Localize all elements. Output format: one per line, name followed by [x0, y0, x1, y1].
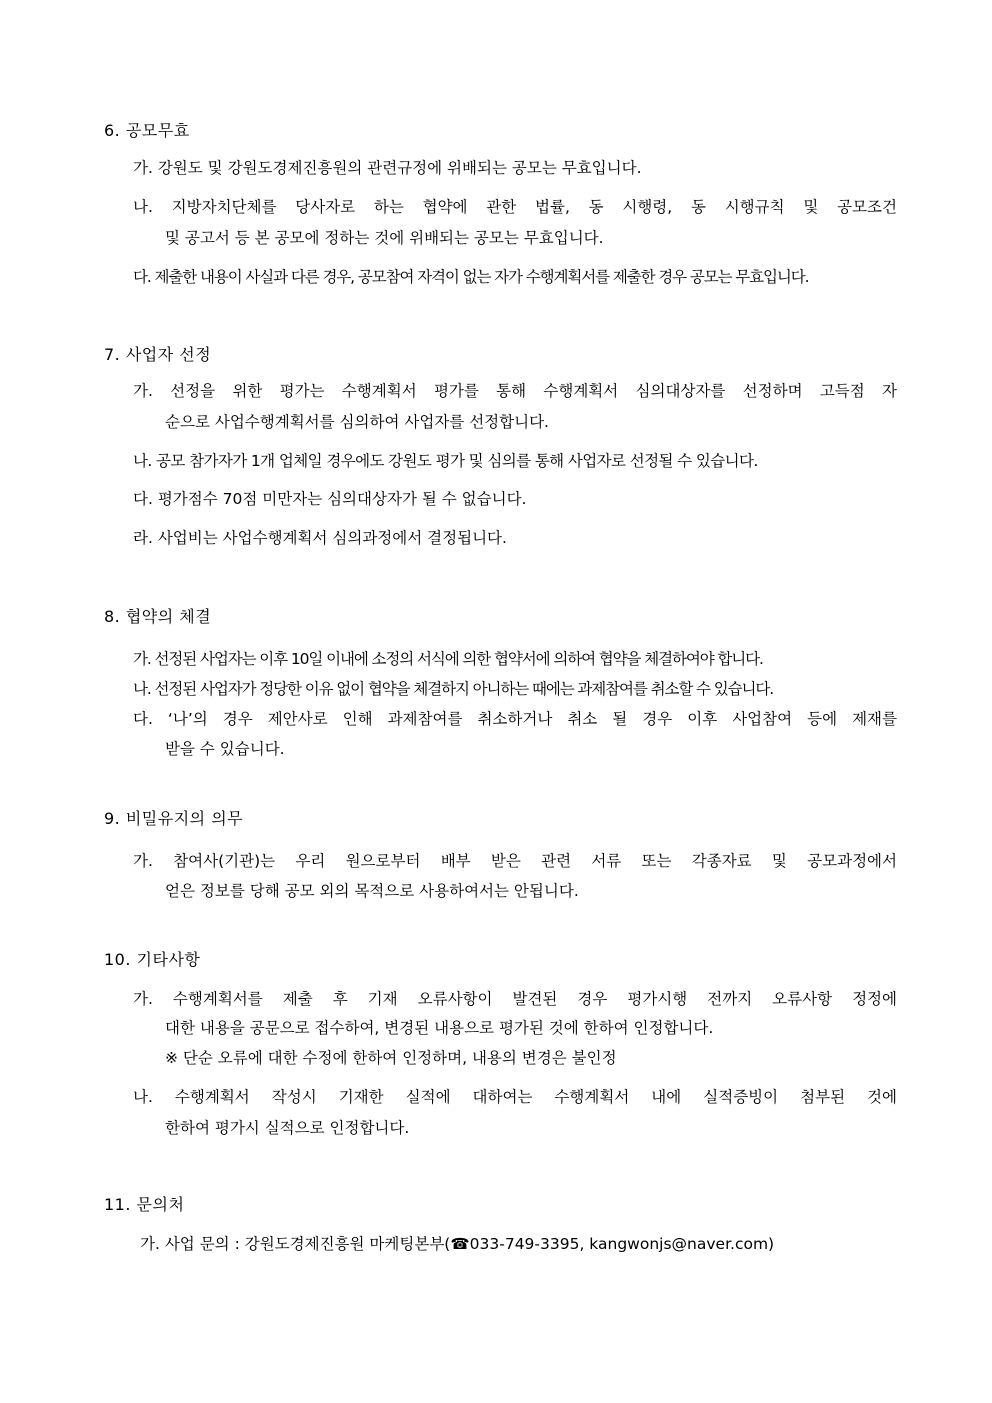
- section-8-item-ga: 가. 선정된 사업자는 이후 10일 이내에 소정의 서식에 의한 협약서에 의하여 협약을 체결하여야 합니다.: [133, 650, 763, 668]
- section-9-title: 9. 비밀유지의 의무: [104, 809, 244, 828]
- section-10-item-ga-cont: 대한 내용을 공문으로 접수하여, 변경된 내용으로 평가된 것에 한하여 인정합니다.: [165, 1019, 714, 1037]
- section-8-item-da: 다. ‘나’의 경우 제안사로 인해 과제참여를 취소하거나 취소 될 경우 이후 사업참여 등에 제재를: [133, 710, 897, 728]
- section-7-item-ra: 라. 사업비는 사업수행계획서 심의과정에서 결정됩니다.: [133, 529, 507, 547]
- section-7-item-da: 다. 평가점수 70점 미만자는 심의대상자가 될 수 없습니다.: [133, 490, 527, 508]
- section-10-item-na: 나. 수행계획서 작성시 기재한 실적에 대하여는 수행계획서 내에 실적증빙이 첨부된 것에: [133, 1088, 897, 1106]
- section-9-item-ga: 가. 참여사(기관)는 우리 원으로부터 배부 받은 관련 서류 또는 각종자료 및 공모과정에서: [133, 852, 897, 870]
- section-6-item-na: 나. 지방자치단체를 당사자로 하는 협약에 관한 법률, 동 시행령, 동 시행규칙 및 공모조건: [133, 198, 897, 216]
- section-6-item-da: 다. 제출한 내용이 사실과 다른 경우, 공모참여 자격이 없는 자가 수행계획서를 제출한 경우 공모는 무효입니다.: [133, 268, 809, 286]
- section-7-item-na: 나. 공모 참가자가 1개 업체일 경우에도 강원도 평가 및 심의를 통해 사업자로 선정될 수 있습니다.: [133, 452, 758, 470]
- section-11-title: 11. 문의처: [104, 1195, 185, 1214]
- section-11-contact: 가. 사업 문의 : 강원도경제진흥원 마케팅본부(☎033-749-3395, kangwonjs@naver.com): [140, 1235, 775, 1253]
- section-7-item-ga: 가. 선정을 위한 평가는 수행계획서 평가를 통해 수행계획서 심의대상자를 선정하며 고득점 자: [133, 382, 897, 400]
- section-8-item-na: 나. 선정된 사업자가 정당한 이유 없이 협약을 체결하지 아니하는 때에는 과제참여를 취소할 수 있습니다.: [133, 680, 774, 698]
- section-7-item-ga-cont: 순으로 사업수행계획서를 심의하여 사업자를 선정합니다.: [165, 413, 549, 431]
- section-7-title: 7. 사업자 선정: [104, 345, 212, 364]
- section-10-title: 10. 기타사항: [104, 950, 201, 969]
- section-10-item-na-cont: 한하여 평가시 실적으로 인정합니다.: [165, 1119, 410, 1137]
- section-6-item-na-cont: 및 공고서 등 본 공모에 정하는 것에 위배되는 공모는 무효입니다.: [165, 229, 604, 247]
- section-10-note: ※ 단순 오류에 대한 수정에 한하여 인정하며, 내용의 변경은 불인정: [165, 1049, 617, 1067]
- section-6-item-ga: 가. 강원도 및 강원도경제진흥원의 관련규정에 위배되는 공모는 무효입니다.: [133, 159, 642, 177]
- section-8-title: 8. 협약의 체결: [104, 607, 212, 626]
- section-6-title: 6. 공모무효: [104, 121, 190, 140]
- section-9-item-ga-cont: 얻은 정보를 당해 공모 외의 목적으로 사용하여서는 안됩니다.: [165, 882, 579, 900]
- section-8-item-da-cont: 받을 수 있습니다.: [165, 740, 285, 758]
- section-10-item-ga: 가. 수행계획서를 제출 후 기재 오류사항이 발견된 경우 평가시행 전까지 오류사항 정정에: [133, 990, 897, 1008]
